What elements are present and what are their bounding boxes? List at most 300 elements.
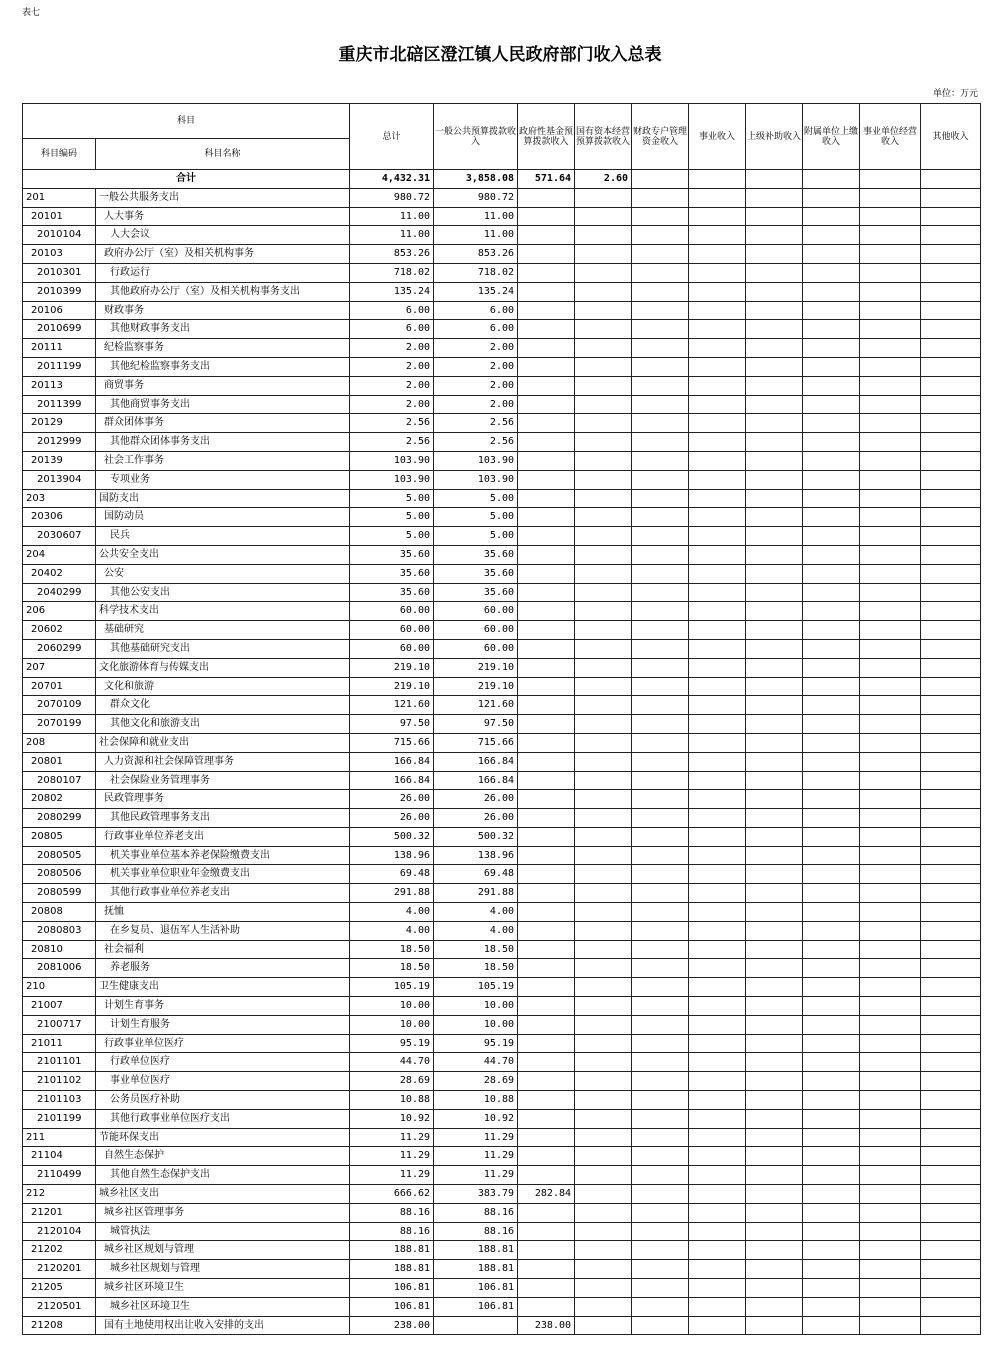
row-empty-cell bbox=[860, 978, 921, 997]
row-name: 一般公共服务支出 bbox=[96, 188, 350, 207]
row-empty-cell bbox=[689, 188, 746, 207]
row-name: 城乡社区管理事务 bbox=[96, 1203, 350, 1222]
row-empty-cell bbox=[689, 320, 746, 339]
table-row bbox=[23, 1203, 981, 1222]
row-general-budget: 97.50 bbox=[434, 715, 518, 734]
table-row bbox=[23, 677, 981, 696]
row-code: 2040299 bbox=[23, 583, 96, 602]
row-general-budget: 88.16 bbox=[434, 1203, 518, 1222]
row-total: 88.16 bbox=[350, 1222, 434, 1241]
row-gov-fund bbox=[518, 527, 575, 546]
row-empty-cell bbox=[803, 733, 860, 752]
row-gov-fund bbox=[518, 320, 575, 339]
row-total: 135.24 bbox=[350, 282, 434, 301]
row-empty-cell bbox=[860, 602, 921, 621]
row-general-budget: 980.72 bbox=[434, 188, 518, 207]
row-total: 6.00 bbox=[350, 301, 434, 320]
row-empty-cell bbox=[803, 508, 860, 527]
row-total: 4.00 bbox=[350, 921, 434, 940]
row-general-budget: 219.10 bbox=[434, 658, 518, 677]
total-general-budget: 3,858.08 bbox=[434, 170, 518, 189]
row-name: 财政事务 bbox=[96, 301, 350, 320]
row-total: 35.60 bbox=[350, 583, 434, 602]
row-empty-cell bbox=[575, 245, 632, 264]
row-total: 500.32 bbox=[350, 827, 434, 846]
row-code: 20802 bbox=[23, 790, 96, 809]
row-code: 21007 bbox=[23, 997, 96, 1016]
row-general-budget: 11.29 bbox=[434, 1166, 518, 1185]
row-empty-cell bbox=[575, 997, 632, 1016]
row-name: 国有土地使用权出让收入安排的支出 bbox=[96, 1316, 350, 1335]
row-empty-cell bbox=[575, 226, 632, 245]
row-empty-cell bbox=[632, 903, 689, 922]
row-empty-cell bbox=[803, 677, 860, 696]
table-row bbox=[23, 865, 981, 884]
row-empty-cell bbox=[860, 827, 921, 846]
row-gov-fund bbox=[518, 884, 575, 903]
table-row bbox=[23, 433, 981, 452]
row-empty-cell bbox=[746, 1166, 803, 1185]
row-code: 201 bbox=[23, 188, 96, 207]
header-other: 其他收入 bbox=[921, 104, 981, 170]
row-code: 204 bbox=[23, 545, 96, 564]
row-empty-cell bbox=[803, 1091, 860, 1110]
row-empty-cell bbox=[921, 903, 981, 922]
row-empty-cell bbox=[689, 846, 746, 865]
row-empty-cell bbox=[803, 827, 860, 846]
row-code: 2010301 bbox=[23, 263, 96, 282]
row-empty-cell bbox=[803, 940, 860, 959]
row-empty-cell bbox=[689, 470, 746, 489]
row-empty-cell bbox=[803, 1034, 860, 1053]
row-empty-cell bbox=[689, 827, 746, 846]
row-empty-cell bbox=[860, 188, 921, 207]
row-empty-cell bbox=[921, 1203, 981, 1222]
row-empty-cell bbox=[803, 921, 860, 940]
row-empty-cell bbox=[921, 339, 981, 358]
row-code: 20139 bbox=[23, 451, 96, 470]
row-empty-cell bbox=[632, 207, 689, 226]
row-empty-cell bbox=[575, 583, 632, 602]
row-empty-cell bbox=[860, 357, 921, 376]
row-code: 20701 bbox=[23, 677, 96, 696]
table-row bbox=[23, 884, 981, 903]
row-empty-cell bbox=[632, 1072, 689, 1091]
row-empty-cell bbox=[860, 508, 921, 527]
row-empty-cell bbox=[921, 827, 981, 846]
row-empty-cell bbox=[632, 733, 689, 752]
row-empty-cell bbox=[803, 527, 860, 546]
row-empty-cell bbox=[860, 1241, 921, 1260]
row-empty-cell bbox=[921, 639, 981, 658]
row-general-budget: 11.00 bbox=[434, 207, 518, 226]
row-empty-cell bbox=[632, 1147, 689, 1166]
row-empty-cell bbox=[860, 733, 921, 752]
row-empty-cell bbox=[632, 320, 689, 339]
row-empty-cell bbox=[746, 658, 803, 677]
row-code: 20111 bbox=[23, 339, 96, 358]
row-empty-cell bbox=[746, 790, 803, 809]
row-name: 公务员医疗补助 bbox=[96, 1091, 350, 1110]
row-empty-cell bbox=[746, 602, 803, 621]
row-total: 10.00 bbox=[350, 1015, 434, 1034]
row-code: 21201 bbox=[23, 1203, 96, 1222]
row-name: 养老服务 bbox=[96, 959, 350, 978]
row-total: 35.60 bbox=[350, 545, 434, 564]
row-empty-cell bbox=[860, 1091, 921, 1110]
row-general-budget: 60.00 bbox=[434, 621, 518, 640]
row-empty-cell bbox=[632, 508, 689, 527]
row-empty-cell bbox=[632, 1260, 689, 1279]
table-row bbox=[23, 188, 981, 207]
row-code: 2070109 bbox=[23, 696, 96, 715]
row-gov-fund bbox=[518, 1091, 575, 1110]
table-row bbox=[23, 733, 981, 752]
row-empty-cell bbox=[575, 320, 632, 339]
row-empty-cell bbox=[860, 564, 921, 583]
table-row bbox=[23, 959, 981, 978]
row-code: 2120501 bbox=[23, 1297, 96, 1316]
row-empty-cell bbox=[575, 1297, 632, 1316]
row-name: 其他基础研究支出 bbox=[96, 639, 350, 658]
row-empty-cell bbox=[803, 1015, 860, 1034]
row-empty-cell bbox=[746, 921, 803, 940]
row-empty-cell bbox=[575, 301, 632, 320]
row-code: 20602 bbox=[23, 621, 96, 640]
row-empty-cell bbox=[746, 940, 803, 959]
row-gov-fund bbox=[518, 564, 575, 583]
row-empty-cell bbox=[746, 771, 803, 790]
row-empty-cell bbox=[860, 1109, 921, 1128]
row-empty-cell bbox=[746, 715, 803, 734]
row-total: 60.00 bbox=[350, 602, 434, 621]
row-empty-cell bbox=[689, 508, 746, 527]
header-state-capital: 国有资本经营预算拨款收入 bbox=[575, 104, 632, 170]
row-empty-cell bbox=[921, 696, 981, 715]
row-general-budget: 26.00 bbox=[434, 809, 518, 828]
row-total: 60.00 bbox=[350, 621, 434, 640]
table-row bbox=[23, 1053, 981, 1072]
row-empty-cell bbox=[860, 1128, 921, 1147]
row-empty-cell bbox=[689, 997, 746, 1016]
row-empty-cell bbox=[921, 921, 981, 940]
total-gov-fund: 571.64 bbox=[518, 170, 575, 189]
row-code: 20113 bbox=[23, 376, 96, 395]
row-empty-cell bbox=[921, 1034, 981, 1053]
table-row bbox=[23, 1091, 981, 1110]
row-empty-cell bbox=[689, 527, 746, 546]
row-empty-cell bbox=[632, 376, 689, 395]
row-gov-fund bbox=[518, 1260, 575, 1279]
total-sum: 4,432.31 bbox=[350, 170, 434, 189]
row-general-budget: 4.00 bbox=[434, 921, 518, 940]
row-name: 其他自然生态保护支出 bbox=[96, 1166, 350, 1185]
row-empty-cell bbox=[803, 339, 860, 358]
row-code: 2011199 bbox=[23, 357, 96, 376]
row-empty-cell bbox=[575, 282, 632, 301]
row-empty-cell bbox=[632, 602, 689, 621]
table-row bbox=[23, 583, 981, 602]
row-empty-cell bbox=[746, 696, 803, 715]
row-name: 社会保障和就业支出 bbox=[96, 733, 350, 752]
row-total: 2.00 bbox=[350, 376, 434, 395]
row-total: 69.48 bbox=[350, 865, 434, 884]
row-general-budget: 10.88 bbox=[434, 1091, 518, 1110]
row-empty-cell bbox=[689, 545, 746, 564]
row-name: 行政运行 bbox=[96, 263, 350, 282]
row-gov-fund bbox=[518, 903, 575, 922]
row-empty-cell bbox=[803, 1222, 860, 1241]
row-name: 其他公安支出 bbox=[96, 583, 350, 602]
income-summary-table bbox=[22, 103, 981, 1335]
row-empty-cell bbox=[575, 658, 632, 677]
row-general-budget: 60.00 bbox=[434, 602, 518, 621]
row-empty-cell bbox=[689, 903, 746, 922]
table-row bbox=[23, 752, 981, 771]
row-total: 106.81 bbox=[350, 1297, 434, 1316]
row-empty-cell bbox=[803, 564, 860, 583]
row-general-budget: 188.81 bbox=[434, 1241, 518, 1260]
row-empty-cell bbox=[746, 414, 803, 433]
row-general-budget: 121.60 bbox=[434, 696, 518, 715]
row-empty-cell bbox=[689, 395, 746, 414]
row-total: 97.50 bbox=[350, 715, 434, 734]
header-superior-subsidy: 上级补助收入 bbox=[746, 104, 803, 170]
row-empty-cell bbox=[746, 1109, 803, 1128]
row-empty-cell bbox=[860, 1147, 921, 1166]
header-name: 科目名称 bbox=[96, 139, 350, 170]
row-empty-cell bbox=[921, 1316, 981, 1335]
row-empty-cell bbox=[575, 1316, 632, 1335]
row-total: 188.81 bbox=[350, 1241, 434, 1260]
table-row bbox=[23, 790, 981, 809]
row-name: 文化和旅游 bbox=[96, 677, 350, 696]
header-subject: 科目 bbox=[23, 104, 350, 139]
row-empty-cell bbox=[860, 809, 921, 828]
row-empty-cell bbox=[746, 621, 803, 640]
row-empty-cell bbox=[860, 790, 921, 809]
row-empty-cell bbox=[921, 207, 981, 226]
row-general-budget: 35.60 bbox=[434, 583, 518, 602]
row-empty-cell bbox=[575, 978, 632, 997]
row-empty-cell bbox=[803, 997, 860, 1016]
row-empty-cell bbox=[803, 846, 860, 865]
row-gov-fund bbox=[518, 827, 575, 846]
row-empty-cell bbox=[921, 489, 981, 508]
row-name: 节能环保支出 bbox=[96, 1128, 350, 1147]
row-empty-cell bbox=[632, 621, 689, 640]
row-empty-cell bbox=[803, 959, 860, 978]
row-gov-fund bbox=[518, 809, 575, 828]
row-empty-cell bbox=[689, 1241, 746, 1260]
row-empty-cell bbox=[689, 489, 746, 508]
row-empty-cell bbox=[803, 226, 860, 245]
row-empty-cell bbox=[860, 527, 921, 546]
row-general-budget: 5.00 bbox=[434, 527, 518, 546]
row-gov-fund bbox=[518, 395, 575, 414]
row-general-budget: 4.00 bbox=[434, 903, 518, 922]
row-empty-cell bbox=[689, 959, 746, 978]
row-total: 291.88 bbox=[350, 884, 434, 903]
row-name: 城乡社区环境卫生 bbox=[96, 1297, 350, 1316]
row-empty-cell bbox=[746, 1279, 803, 1298]
row-gov-fund bbox=[518, 621, 575, 640]
row-gov-fund bbox=[518, 376, 575, 395]
row-empty-cell bbox=[860, 658, 921, 677]
row-name: 科学技术支出 bbox=[96, 602, 350, 621]
row-empty-cell bbox=[575, 940, 632, 959]
row-name: 城乡社区规划与管理 bbox=[96, 1260, 350, 1279]
row-code: 2010104 bbox=[23, 226, 96, 245]
row-empty-cell bbox=[921, 1222, 981, 1241]
row-empty-cell bbox=[689, 226, 746, 245]
row-empty-cell bbox=[575, 207, 632, 226]
row-name: 其他纪检监察事务支出 bbox=[96, 357, 350, 376]
row-gov-fund bbox=[518, 752, 575, 771]
row-empty-cell bbox=[921, 997, 981, 1016]
row-empty-cell bbox=[860, 677, 921, 696]
row-empty-cell bbox=[575, 865, 632, 884]
row-empty-cell bbox=[689, 263, 746, 282]
table-row bbox=[23, 978, 981, 997]
row-empty-cell bbox=[575, 1072, 632, 1091]
row-empty-cell bbox=[746, 959, 803, 978]
row-general-budget: 2.56 bbox=[434, 414, 518, 433]
row-empty-cell bbox=[921, 188, 981, 207]
row-empty-cell bbox=[860, 1316, 921, 1335]
row-empty-cell bbox=[921, 376, 981, 395]
row-gov-fund bbox=[518, 1072, 575, 1091]
row-name: 计划生育服务 bbox=[96, 1015, 350, 1034]
row-total: 718.02 bbox=[350, 263, 434, 282]
row-empty-cell bbox=[575, 564, 632, 583]
row-empty-cell bbox=[921, 564, 981, 583]
row-empty-cell bbox=[803, 602, 860, 621]
row-gov-fund bbox=[518, 1241, 575, 1260]
row-empty-cell bbox=[689, 1279, 746, 1298]
row-code: 21205 bbox=[23, 1279, 96, 1298]
table-row bbox=[23, 508, 981, 527]
row-empty-cell bbox=[632, 1034, 689, 1053]
row-name: 其他政府办公厅（室）及相关机构事务支出 bbox=[96, 282, 350, 301]
table-row bbox=[23, 414, 981, 433]
row-empty-cell bbox=[860, 1015, 921, 1034]
row-total: 106.81 bbox=[350, 1279, 434, 1298]
row-gov-fund bbox=[518, 677, 575, 696]
header-affiliated: 附属单位上缴收入 bbox=[803, 104, 860, 170]
table-row bbox=[23, 564, 981, 583]
row-gov-fund bbox=[518, 489, 575, 508]
table-row bbox=[23, 1128, 981, 1147]
row-gov-fund bbox=[518, 263, 575, 282]
row-code: 21104 bbox=[23, 1147, 96, 1166]
row-empty-cell bbox=[803, 357, 860, 376]
row-empty-cell bbox=[921, 320, 981, 339]
row-empty-cell bbox=[860, 395, 921, 414]
row-gov-fund bbox=[518, 846, 575, 865]
row-empty-cell bbox=[860, 959, 921, 978]
row-empty-cell bbox=[860, 940, 921, 959]
row-name: 行政事业单位养老支出 bbox=[96, 827, 350, 846]
row-empty-cell bbox=[575, 846, 632, 865]
row-total: 5.00 bbox=[350, 508, 434, 527]
row-empty-cell bbox=[575, 376, 632, 395]
row-empty-cell bbox=[921, 301, 981, 320]
row-empty-cell bbox=[803, 207, 860, 226]
row-empty-cell bbox=[632, 282, 689, 301]
row-empty-cell bbox=[575, 1166, 632, 1185]
row-name: 人大事务 bbox=[96, 207, 350, 226]
row-empty-cell bbox=[632, 715, 689, 734]
row-empty-cell bbox=[575, 621, 632, 640]
row-empty-cell bbox=[860, 301, 921, 320]
row-empty-cell bbox=[632, 357, 689, 376]
row-empty-cell bbox=[632, 414, 689, 433]
row-empty-cell bbox=[746, 1147, 803, 1166]
row-total: 11.29 bbox=[350, 1128, 434, 1147]
row-total: 44.70 bbox=[350, 1053, 434, 1072]
table-row bbox=[23, 809, 981, 828]
row-empty-cell bbox=[632, 1316, 689, 1335]
header-total: 总计 bbox=[350, 104, 434, 170]
row-empty-cell bbox=[746, 263, 803, 282]
row-empty-cell bbox=[803, 1279, 860, 1298]
row-empty-cell bbox=[746, 846, 803, 865]
row-code: 2030607 bbox=[23, 527, 96, 546]
row-empty-cell bbox=[632, 545, 689, 564]
row-general-budget: 715.66 bbox=[434, 733, 518, 752]
row-general-budget: 106.81 bbox=[434, 1297, 518, 1316]
row-empty-cell bbox=[860, 470, 921, 489]
row-total: 88.16 bbox=[350, 1203, 434, 1222]
row-empty-cell bbox=[860, 433, 921, 452]
row-empty-cell bbox=[689, 1053, 746, 1072]
row-name: 行政事业单位医疗 bbox=[96, 1034, 350, 1053]
row-empty-cell bbox=[803, 583, 860, 602]
row-empty-cell bbox=[632, 470, 689, 489]
row-empty-cell bbox=[575, 715, 632, 734]
table-row bbox=[23, 715, 981, 734]
row-general-budget: 69.48 bbox=[434, 865, 518, 884]
row-empty-cell bbox=[803, 884, 860, 903]
row-empty-cell bbox=[689, 809, 746, 828]
row-empty-cell bbox=[803, 1185, 860, 1204]
row-gov-fund bbox=[518, 226, 575, 245]
row-name: 商贸事务 bbox=[96, 376, 350, 395]
row-empty-cell bbox=[632, 1053, 689, 1072]
row-total: 2.00 bbox=[350, 357, 434, 376]
row-empty-cell bbox=[689, 639, 746, 658]
row-empty-cell bbox=[803, 903, 860, 922]
row-general-budget: 135.24 bbox=[434, 282, 518, 301]
row-total: 10.92 bbox=[350, 1109, 434, 1128]
row-empty-cell bbox=[746, 997, 803, 1016]
row-empty-cell bbox=[803, 639, 860, 658]
row-general-budget: 718.02 bbox=[434, 263, 518, 282]
row-empty-cell bbox=[746, 1316, 803, 1335]
row-name: 人大会议 bbox=[96, 226, 350, 245]
row-empty-cell bbox=[803, 470, 860, 489]
row-empty-cell bbox=[632, 527, 689, 546]
row-empty-cell bbox=[689, 301, 746, 320]
row-empty-cell bbox=[689, 1128, 746, 1147]
row-code: 20805 bbox=[23, 827, 96, 846]
row-empty-cell bbox=[860, 245, 921, 264]
row-gov-fund bbox=[518, 696, 575, 715]
row-empty-cell bbox=[921, 527, 981, 546]
row-gov-fund bbox=[518, 1166, 575, 1185]
row-empty-cell bbox=[575, 884, 632, 903]
